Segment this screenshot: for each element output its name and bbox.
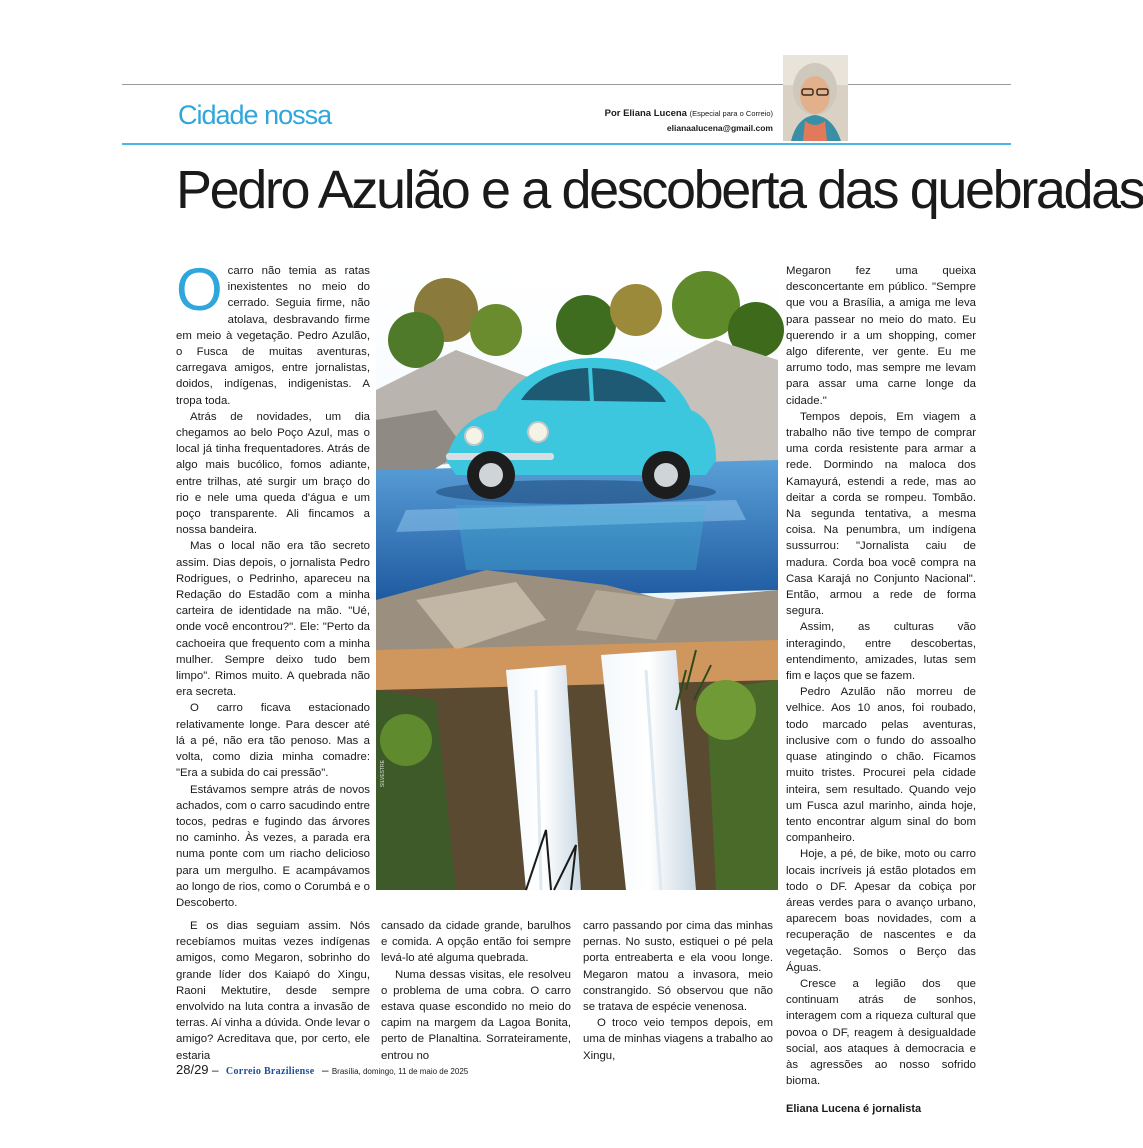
byline-author: Por Eliana Lucena xyxy=(604,108,687,119)
byline xyxy=(605,107,773,135)
paragraph: Estávamos sempre atrás de novos achados, com o carro sacudindo entre tocos, pedras e fugindo das árvores no caminho. Às vezes, a parada era numa ponte com um riacho delicioso para um mergulho. E acampávamos ao longo de rios, como o Corumbá e o Descoberto. xyxy=(176,783,370,909)
author-photo xyxy=(783,55,848,141)
headline: Pedro Azulão e a descoberta das quebradas xyxy=(176,160,1143,220)
paragraph: cansado da cidade grande, barulhos e comida. A opção então foi sempre levá-lo até alguma quebrada. xyxy=(381,920,571,965)
paragraph: Numa dessas visitas, ele resolveu o problema de uma cobra. O carro estava quase escondido no meio do capim na margem da Lagoa Bonita, perto de Planaltina. Sorrateiramente, entrou no xyxy=(381,968,571,1062)
section-title: Cidade nossa xyxy=(178,100,332,130)
fusca-waterfall-illustration xyxy=(376,270,778,890)
paragraph: Pedro Azulão não morreu de velhice. Aos 10 anos, foi roubado, todo marcado pelas aventuras, inclusive com o fundo do assoalho quase atingindo o chão. Ficamos muito tristes. Procurei pela cidade inteira, sem resultado. Quando vejo um Fusca azul marinho, ainda hoje, tento encontrar algum sinal do bom companheiro. xyxy=(786,686,976,845)
paragraph: Mas o local não era tão secreto assim. Dias depois, o jornalista Pedro Rodrigues, o Pedrinho, apareceu na Redação do Estadão com a minha carteira de identidade na mão. "Ué, onde você encontrou?". Ele: "Perto da cachoeira que frequento com a minha mulher. Sempre deixo tudo bem limpo". Rimos muito. A quebrada não era secreta. xyxy=(176,540,370,699)
column-4 xyxy=(786,263,976,1118)
column-1 xyxy=(176,256,370,911)
column-3 xyxy=(583,918,773,1064)
top-rule xyxy=(122,84,1011,85)
author-portrait-icon xyxy=(783,55,848,141)
paragraph: Tempos depois, Em viagem a trabalho não tive tempo de comprar uma corda resistente para armar a rede. Dormindo na maloca dos Kamayurá, estendi a rede, mas ao deitar a corda se rompeu. Tombão. Na segunda tentativa, a mesma coisa. Na penumbra, um indígena sussurrou: "Jornalista caiu de madura. Corda boa você compra na Casa Karajá no Conjunto Nacional". Então, armou a rede de forma segura. xyxy=(786,410,976,618)
edition-date: Brasília, domingo, 11 de maio de 2025 xyxy=(331,1067,469,1076)
photo-credit: SILVESTRE xyxy=(380,760,386,788)
page-number: 28/29 xyxy=(176,1062,209,1077)
paragraph: Assim, as culturas vão interagindo, entre descobertas, entendimento, amizades, lutas sem fim e laços que se fazem. xyxy=(786,621,976,683)
paragraph: carro passando por cima das minhas pernas. No susto, estiquei o pé pela porta entreaberta e ela voou longe. Megaron matou a invasora, meio constrangido. Só observou que não se tratava de espécie venenosa. xyxy=(583,920,773,1014)
byline-email: elianaalucena@gmail.com xyxy=(666,123,773,133)
footer-separator: – xyxy=(211,1063,219,1077)
paragraph: Cresce a legião dos que continuam atrás de sonhos, interagem com a riqueza cultural que povoa o DF, reagem à desigualdade social, aos ataques à democracia e às agressões ao nosso sofrido bioma. xyxy=(786,977,976,1088)
paragraph: Atrás de novidades, um dia chegamos ao belo Poço Azul, mas o local já tinha frequentadores. Atrás de algo mais bucólico, fomos adiante, entre trilhas, até surgir um braço do rio e nele uma queda d'água e um poço transparente. Ali fincamos a nossa bandeira. xyxy=(176,410,370,537)
paragraph: O troco veio tempos depois, em uma de minhas viagens a trabalho ao Xingu, xyxy=(583,1017,773,1062)
paragraph: Megaron fez uma queixa desconcertante em público. "Sempre que vou a Brasília, a amiga me leva para passear no meio do mato. Eu querendo ir a um shopping, comer algo diferente, ver gente. Eu me arrumo todo, mas sempre me levam para assar uma carne longe da cidade." xyxy=(786,265,976,407)
paragraph: O carro ficava estacionado relativamente longe. Para descer até lá a pé, não era tão penoso. Mas a volta, como dizia minha comadre: "Era a subida do cai pressão". xyxy=(176,702,370,780)
page-footer xyxy=(176,1062,468,1077)
footer-separator: – xyxy=(321,1063,329,1077)
paragraph: Hoje, a pé, de bike, moto ou carro locais incríveis já estão plotados em todo o DF. Apesar da cobiça por áreas verdes para o avanço urbano, aparecem boas novidades, com a recuperação de nascentes e da vegetação. Somos o Berço das Águas. xyxy=(786,848,976,974)
column-2 xyxy=(381,918,571,1064)
column-1-bottom xyxy=(176,918,370,1064)
section-rule xyxy=(122,143,1011,145)
paragraph: E os dias seguiam assim. Nós recebíamos muitas vezes indígenas amigos, como Megaron, sobrinho do grande líder dos Kaiapó do Xingu, Raoni Mektutire, desde sempre envolvido na luta contra a invasão de terras. Aí vinha a dúvida. Onde levar o amigo? Acreditava que, por certo, ele estaria xyxy=(176,920,370,1062)
byline-note: (Especial para o Correio) xyxy=(689,109,773,118)
newspaper-name: Correio Braziliense xyxy=(225,1066,315,1077)
lead-paragraph: carro não temia as ratas inexistentes no meio do cerrado. Seguia firme, não atolava, desbravando firme em meio à vegetação. Pedro Azulão, o Fusca de muitas aventuras, carregava amigos, entre jornalistas, doidos, indígenas, indigenistas. A tropa toda. xyxy=(176,265,370,407)
article-photo xyxy=(376,270,778,890)
drop-cap: O xyxy=(176,256,223,323)
author-signoff: Eliana Lucena é jornalista xyxy=(786,1103,922,1116)
